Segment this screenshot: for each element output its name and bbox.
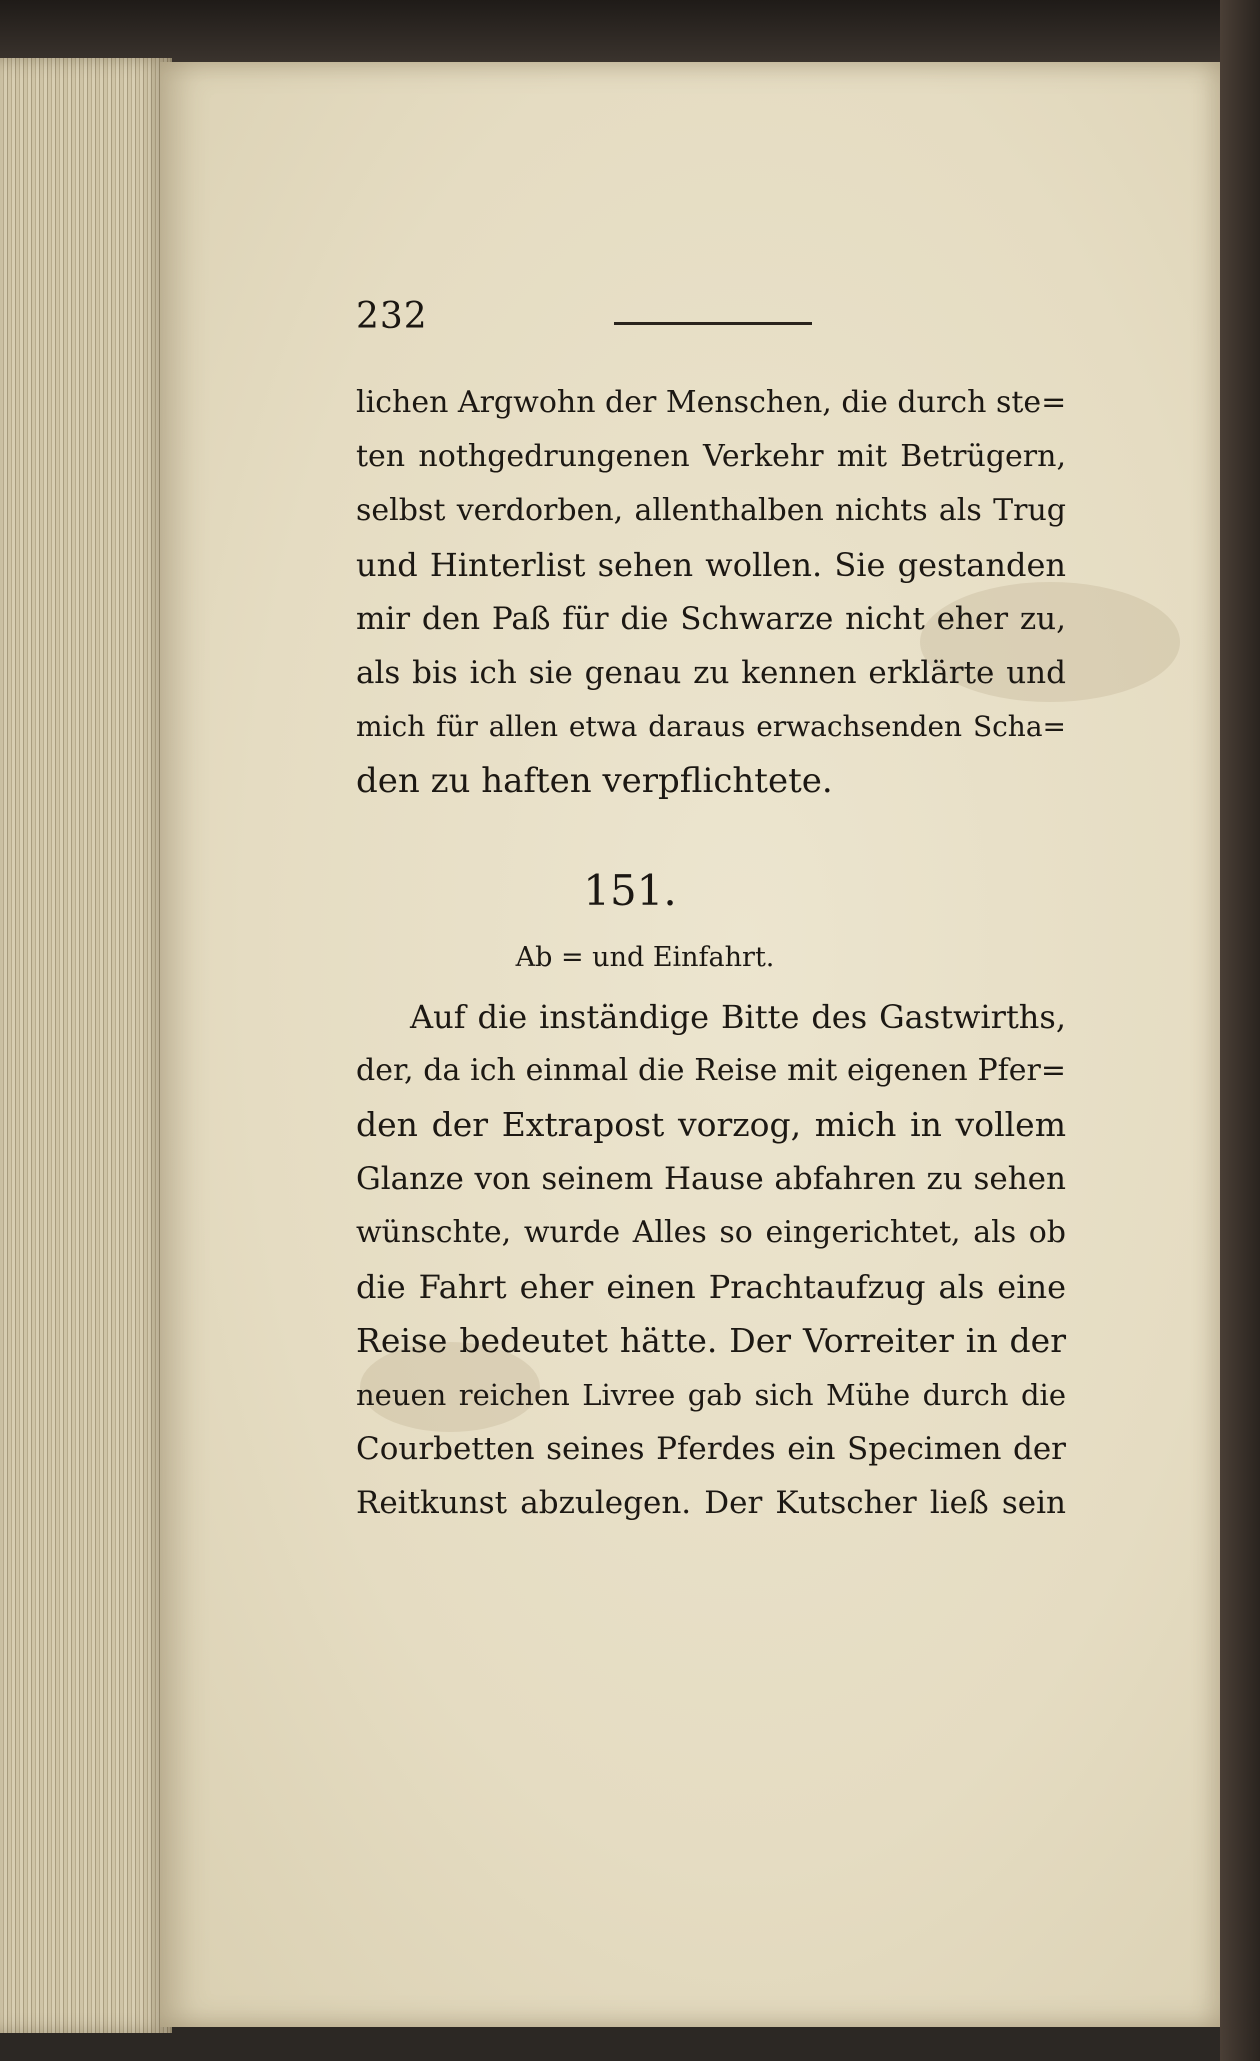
text-line: Reitkunst abzulegen. Der Kutscher ließ sein	[356, 1485, 1066, 1521]
section-number: 151.	[583, 866, 677, 915]
text-line: neuen reichen Livree gab sich Mühe durch die	[356, 1378, 1066, 1412]
text-line: der, da ich einmal die Reise mit eigenen Pfer=	[356, 1053, 1066, 1088]
text-line: Reise bedeutet hätte. Der Vorreiter in der	[356, 1321, 1066, 1360]
text-line: Courbetten seines Pferdes ein Specimen der	[356, 1431, 1066, 1467]
text-line: mir den Paß für die Schwarze nicht eher zu,	[356, 601, 1066, 637]
text-line: Glanze von seinem Hause abfahren zu sehen	[356, 1161, 1066, 1197]
book-cover-right-edge	[1220, 0, 1260, 2061]
text-line: Auf die inständige Bitte des Gastwirths,	[410, 998, 1066, 1036]
text-line: ten nothgedrungenen Verkehr mit Betrügern,	[356, 439, 1066, 474]
section-title: Ab = und Einfahrt.	[515, 942, 775, 973]
text-line: selbst verdorben, allenthalben nichts als Trug	[356, 493, 1066, 528]
text-line: lichen Argwohn der Menschen, die durch ste=	[356, 385, 1067, 420]
text-line: als bis ich sie genau zu kennen erklärte und	[356, 655, 1066, 691]
text-line: mich für allen etwa daraus erwachsenden Scha=	[356, 710, 1066, 743]
stacked-page-edges	[0, 58, 172, 2033]
header-rule	[614, 322, 812, 325]
text-line: den der Extrapost vorzog, mich in vollem	[356, 1105, 1066, 1144]
text-line: die Fahrt eher einen Prachtaufzug als eine	[356, 1268, 1066, 1306]
book-page	[160, 62, 1220, 2027]
text-line: wünschte, wurde Alles so eingerichtet, als ob	[356, 1215, 1066, 1250]
book-cover-top-edge	[0, 0, 1260, 62]
page-number: 232	[356, 296, 428, 337]
text-line: den zu haften verpflichtete.	[356, 761, 833, 801]
text-line: und Hinterlist sehen wollen. Sie gestanden	[356, 546, 1066, 584]
